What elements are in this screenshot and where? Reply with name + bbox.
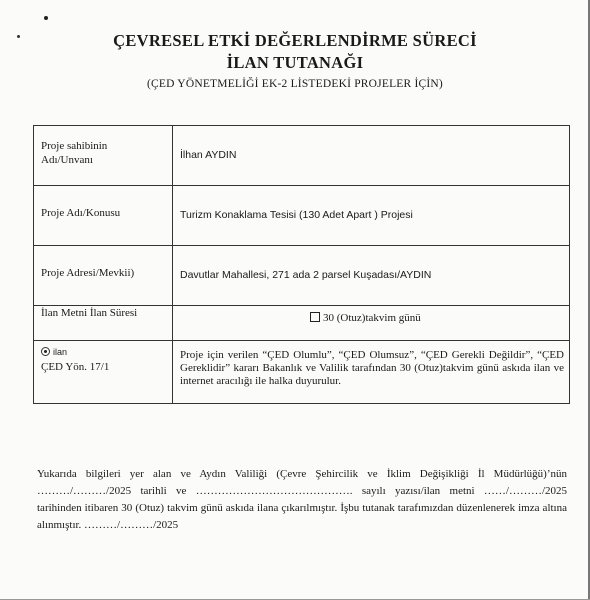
- row-divider: [34, 340, 569, 341]
- document-subtitle: (ÇED YÖNETMELİĞİ EK-2 LİSTEDEKİ PROJELER İÇİN): [147, 78, 443, 90]
- owner-label-line1: Proje sahibinin: [41, 140, 108, 152]
- address-label: Proje Adresi/Mevkii): [41, 267, 135, 279]
- radio-selected-icon: [41, 347, 50, 356]
- checkbox-icon: [310, 312, 320, 322]
- address-value: Davutlar Mahallesi, 271 ada 2 parsel Kuşadası/AYDIN: [180, 269, 432, 281]
- regulation-description: Proje için verilen “ÇED Olumlu”, “ÇED Olumsuz”, “ÇED Gerekli Değildir”, “ÇED Gereklidir” kararı Bakanlık ve Valilik tarafından 30 (Otuz)takvim günü askıda ilan ve internet aracılığı ile halka duyurulur.: [180, 349, 564, 387]
- owner-label: [41, 139, 107, 167]
- document-title-line2: İLAN TUTANAĞI: [226, 53, 364, 72]
- footer-paragraph: Yukarıda bilgileri yer alan ve Aydın Valiliği (Çevre Şehircilik ve İklim Değişikliği İl Müdürlüğü)’nün ………/………/2025 tarihli ve ……………………………………. sayılı yazısı/ilan metni ……/………/2025 tarihinden itibaren 30 (Otuz) takvim günü askıda ilana çıkarılmıştır. İşbu tutanak tarafımızdan düzenlenerek imza altına alınmıştır. ………/………/2025: [37, 468, 567, 531]
- project-value: Turizm Konaklama Tesisi (130 Adet Apart ) Projesi: [180, 209, 413, 221]
- duration-value: [310, 311, 421, 325]
- radio-label: ilan: [53, 347, 68, 357]
- regulation-label: ÇED Yön. 17/1: [41, 361, 110, 373]
- info-table: [33, 125, 570, 404]
- owner-label-line2: Adı/Unvanı: [41, 154, 93, 166]
- duration-label: İlan Metni İlan Süresi: [41, 307, 138, 319]
- scan-speck: [44, 16, 48, 20]
- radio-ilan: [41, 347, 67, 357]
- column-divider: [172, 126, 173, 403]
- row-divider: [34, 245, 569, 246]
- owner-value: İlhan AYDIN: [180, 149, 237, 161]
- row-divider: [34, 185, 569, 186]
- duration-text: 30 (Otuz)takvim günü: [323, 312, 421, 324]
- project-label: Proje Adı/Konusu: [41, 207, 121, 219]
- document-title: ÇEVRESEL ETKİ DEĞERLENDİRME SÜRECİ: [113, 31, 477, 50]
